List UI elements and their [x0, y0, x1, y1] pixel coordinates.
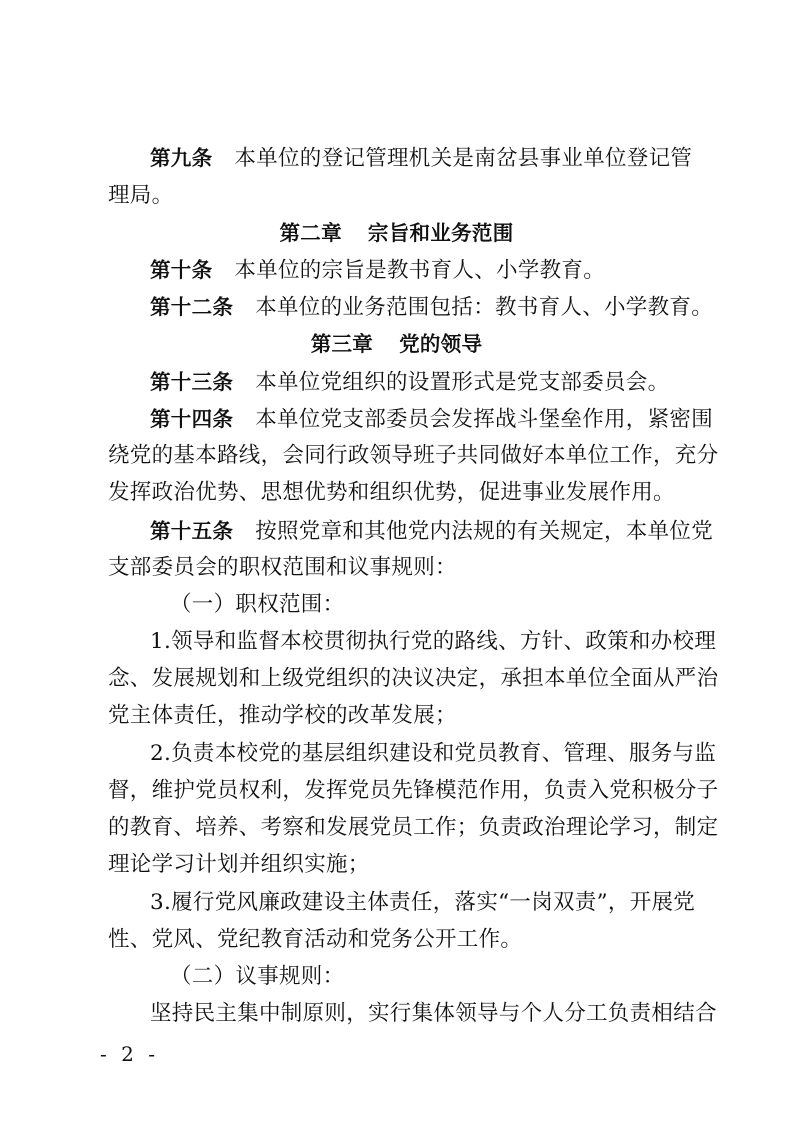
article-12-label: 第十二条 — [150, 295, 234, 319]
item-3-line-1: 3.履行党风廉政建设主体责任，落实“一岗双责”，开展党 — [150, 890, 696, 915]
chapter-3-title: 党的领导 — [399, 332, 483, 356]
section-2-heading: （二）议事规则： — [170, 964, 345, 989]
page-number: - 2 - — [100, 1042, 159, 1066]
article-10-text: 本单位的宗旨是教书育人、小学教育。 — [234, 258, 606, 283]
article-13-text: 本单位党组织的设置形式是党支部委员会。 — [255, 370, 670, 395]
section-1-heading: （一）职权范围： — [170, 592, 345, 617]
chapter-2-heading — [0, 217, 793, 249]
article-10 — [150, 254, 605, 287]
article-9-line-2: 理局。 — [108, 183, 174, 208]
article-9-text: 本单位的登记管理机关是南岔县事业单位登记管 — [234, 146, 693, 171]
article-15-text: 按照党章和其他党内法规的有关规定，本单位党 — [255, 519, 714, 544]
chapter-3-heading — [0, 328, 793, 360]
article-14-line-1 — [150, 403, 713, 436]
article-13-label: 第十三条 — [150, 370, 234, 394]
item-1-line-2: 念、发展规划和上级党组织的决议决定，承担本单位全面从严治 — [108, 666, 719, 691]
item-2-line-1: 2.负责本校党的基层组织建设和党员教育、管理、服务与监 — [150, 741, 717, 766]
article-12 — [150, 291, 713, 324]
article-15-label: 第十五条 — [150, 519, 234, 543]
article-10-label: 第十条 — [150, 258, 213, 282]
item-2-line-4: 理论学习计划并组织实施； — [108, 852, 370, 877]
article-13 — [150, 366, 669, 399]
section-2-line-1: 坚持民主集中制原则，实行集体领导与个人分工负责相结合 — [150, 1001, 717, 1026]
article-9-line-1 — [150, 142, 692, 175]
article-14-line-3: 发挥政治优势、思想优势和组织优势，促进事业发展作用。 — [108, 480, 675, 505]
article-14-label: 第十四条 — [150, 407, 234, 431]
article-15-line-1 — [150, 515, 713, 548]
article-9-label: 第九条 — [150, 146, 213, 170]
chapter-2-number: 第二章 — [279, 221, 342, 245]
item-1-line-1: 1.领导和监督本校贯彻执行党的路线、方针、政策和办校理 — [150, 629, 717, 654]
item-2-line-2: 督，维护党员权利，发挥党员先锋模范作用，负责入党积极分子 — [108, 778, 719, 803]
item-1-line-3: 党主体责任，推动学校的改革发展； — [108, 703, 457, 728]
chapter-3-number: 第三章 — [310, 332, 374, 356]
article-14-text: 本单位党支部委员会发挥战斗堡垒作用，紧密围 — [255, 407, 714, 432]
article-12-text: 本单位的业务范围包括：教书育人、小学教育。 — [255, 295, 714, 320]
item-2-line-3: 的教育、培养、考察和发展党员工作；负责政治理论学习，制定 — [108, 815, 719, 840]
chapter-2-title: 宗旨和业务范围 — [367, 221, 514, 245]
article-15-line-2: 支部委员会的职权范围和议事规则： — [108, 555, 457, 580]
item-3-line-2: 性、党风、党纪教育活动和党务公开工作。 — [108, 927, 523, 952]
article-14-line-2: 绕党的基本路线，会同行政领导班子共同做好本单位工作，充分 — [108, 443, 719, 468]
